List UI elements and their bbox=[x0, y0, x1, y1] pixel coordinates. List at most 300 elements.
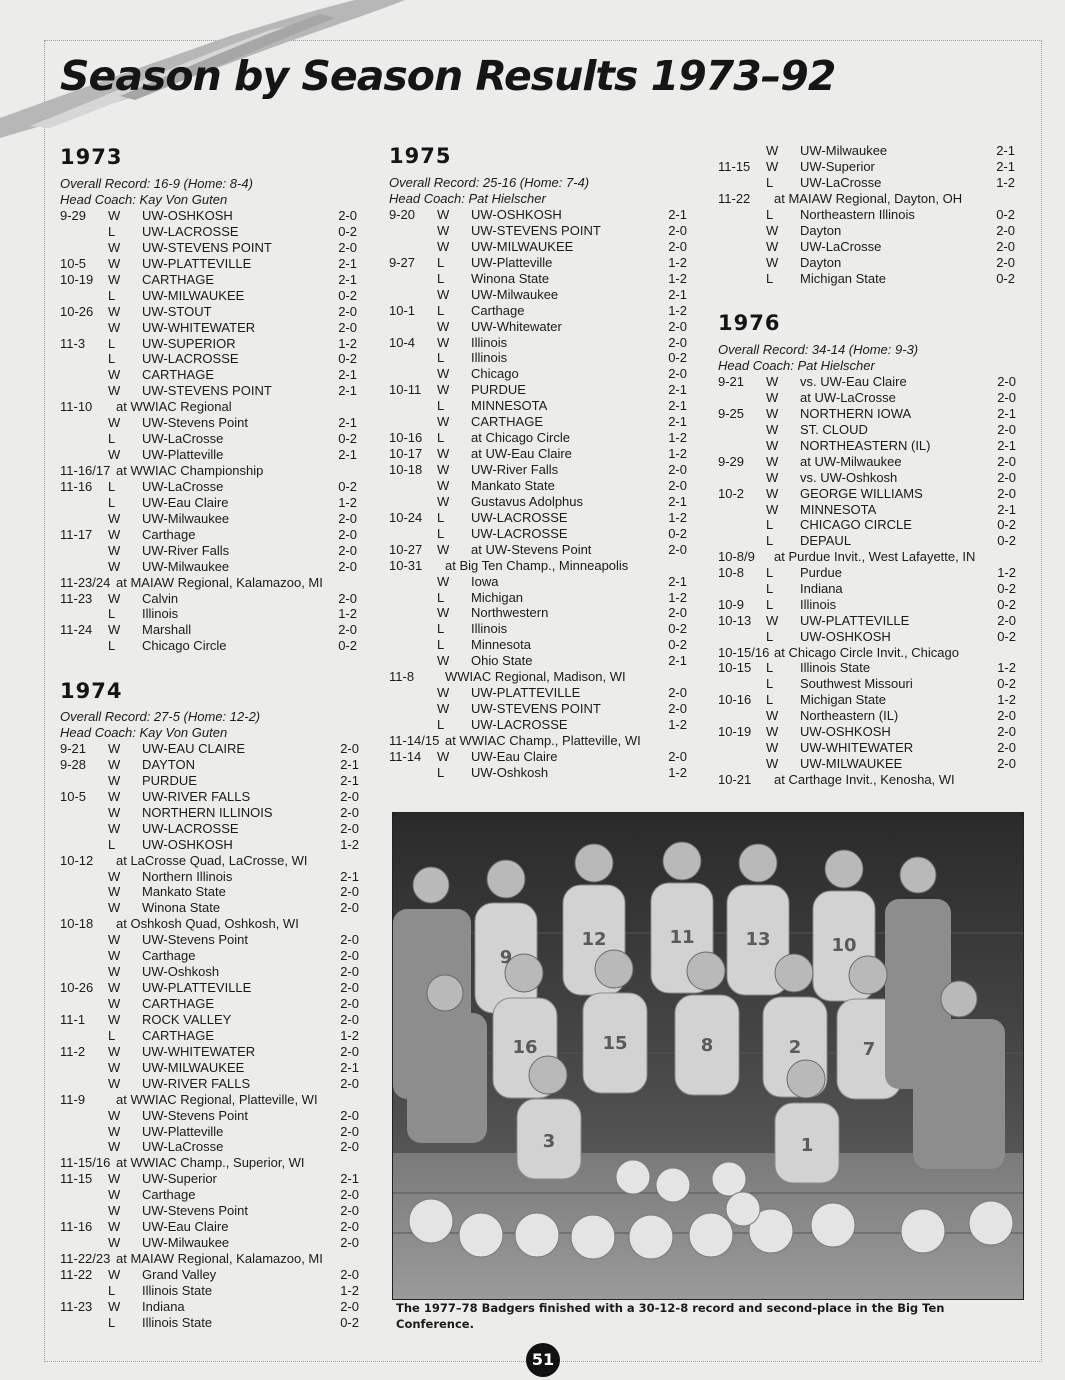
match-score: 2-1 bbox=[996, 158, 1015, 174]
match-score: 2-1 bbox=[997, 437, 1016, 453]
match-score: 2-1 bbox=[668, 493, 687, 509]
opponent: at UW-Milwaukee bbox=[800, 453, 902, 469]
match-result: L bbox=[108, 1314, 116, 1330]
match-row bbox=[389, 239, 687, 255]
match-row bbox=[60, 240, 357, 256]
match-date: 9-29 bbox=[718, 453, 745, 469]
match-score: 2-0 bbox=[340, 741, 359, 756]
match-date: 11-22 bbox=[718, 190, 751, 206]
match-result: W bbox=[437, 573, 450, 589]
match-score: 2-0 bbox=[996, 254, 1015, 270]
match-result: W bbox=[766, 238, 779, 254]
match-row bbox=[389, 207, 687, 223]
opponent: Marshall bbox=[142, 622, 192, 638]
opponent: UW-Platteville bbox=[142, 447, 224, 463]
match-row bbox=[60, 511, 357, 527]
opponent: UW-Oshkosh bbox=[471, 764, 549, 780]
event-note: at WWIAC Championship bbox=[116, 463, 264, 478]
match-date: 10-24 bbox=[389, 509, 423, 525]
match-result: W bbox=[108, 1043, 121, 1059]
match-row bbox=[389, 350, 687, 366]
match-score: 2-1 bbox=[668, 653, 687, 669]
match-result: L bbox=[108, 478, 116, 494]
results-list bbox=[389, 207, 687, 781]
event-note: at WWIAC Regional, Platteville, WI bbox=[116, 1091, 318, 1107]
match-result: W bbox=[437, 222, 450, 238]
opponent: Illinois bbox=[471, 334, 508, 350]
match-score: 2-0 bbox=[997, 707, 1016, 723]
event-note: at Big Ten Champ., Minneapolis bbox=[445, 557, 629, 573]
match-score: 2-0 bbox=[340, 1266, 359, 1282]
match-score: 2-0 bbox=[997, 453, 1016, 469]
match-row bbox=[60, 757, 359, 773]
match-row bbox=[389, 605, 687, 621]
event-note-row bbox=[718, 645, 1016, 660]
event-note-row bbox=[389, 733, 687, 749]
match-score: 2-0 bbox=[340, 900, 359, 916]
opponent: UW-EAU CLAIRE bbox=[142, 741, 246, 756]
match-result: W bbox=[108, 900, 121, 916]
match-result: W bbox=[108, 239, 121, 255]
match-score: 1-2 bbox=[668, 430, 687, 446]
match-row bbox=[718, 676, 1016, 692]
match-row bbox=[389, 526, 687, 542]
match-row bbox=[60, 622, 357, 638]
match-date: 11-1 bbox=[60, 1011, 86, 1027]
match-score: 0-2 bbox=[338, 223, 357, 239]
opponent: UW-Stevens Point bbox=[142, 1203, 248, 1219]
opponent: UW-River Falls bbox=[142, 542, 230, 558]
jersey-number: 3 bbox=[542, 1131, 556, 1152]
match-result: W bbox=[108, 367, 121, 383]
match-score: 0-2 bbox=[338, 287, 357, 303]
opponent: UW-RIVER FALLS bbox=[142, 1075, 251, 1091]
match-result: W bbox=[108, 741, 121, 756]
match-row bbox=[60, 837, 359, 853]
match-row bbox=[60, 884, 359, 900]
match-score: 0-2 bbox=[668, 525, 687, 541]
match-row bbox=[718, 223, 1015, 239]
match-result: W bbox=[108, 1171, 121, 1187]
match-result: W bbox=[437, 462, 450, 477]
match-result: W bbox=[766, 485, 779, 501]
match-score: 2-0 bbox=[340, 1075, 359, 1091]
opponent: UW-MILWAUKEE bbox=[800, 755, 903, 771]
overall-record: Overall Record: 27-5 (Home: 12-2) bbox=[60, 709, 261, 724]
match-row bbox=[389, 414, 687, 430]
match-row bbox=[718, 597, 1016, 613]
match-row bbox=[718, 740, 1016, 756]
season-1976 bbox=[718, 308, 1016, 787]
opponent: UW-Stevens Point bbox=[142, 415, 248, 431]
match-result: W bbox=[108, 868, 121, 884]
match-result: W bbox=[437, 605, 450, 621]
match-row bbox=[718, 143, 1015, 159]
match-row bbox=[718, 502, 1016, 518]
match-date: 10-18 bbox=[389, 462, 423, 477]
match-result: W bbox=[766, 755, 779, 771]
match-result: W bbox=[437, 238, 450, 254]
match-result: W bbox=[766, 501, 779, 517]
opponent: UW-Milwaukee bbox=[142, 510, 230, 526]
opponent: Illinois State bbox=[142, 1314, 213, 1330]
match-result: L bbox=[766, 691, 774, 707]
match-row bbox=[60, 932, 359, 948]
opponent: UW-Platteville bbox=[142, 1123, 224, 1139]
event-note-row bbox=[718, 549, 1016, 565]
match-date: 11-24 bbox=[60, 622, 93, 638]
opponent: Minnesota bbox=[471, 637, 531, 653]
match-score: 2-0 bbox=[997, 755, 1016, 771]
match-row bbox=[60, 1203, 359, 1219]
page-number: 51 bbox=[526, 1343, 560, 1377]
match-result: W bbox=[437, 701, 450, 717]
match-date: 10-27 bbox=[389, 541, 423, 557]
event-note-row bbox=[389, 558, 687, 574]
opponent: Illinois bbox=[471, 350, 508, 366]
match-row bbox=[718, 613, 1016, 629]
jersey-number: 11 bbox=[669, 927, 695, 948]
overall-record: Overall Record: 34-14 (Home: 9-3) bbox=[718, 342, 919, 357]
match-date: 10-9 bbox=[718, 597, 745, 613]
match-score: 1-2 bbox=[668, 717, 687, 732]
opponent: UW-Stevens Point bbox=[142, 932, 248, 948]
jersey-number: 16 bbox=[512, 1037, 538, 1058]
match-result: W bbox=[108, 980, 121, 996]
opponent: UW-Eau Claire bbox=[142, 1219, 229, 1235]
opponent: UW-STOUT bbox=[142, 303, 212, 319]
match-score: 0-2 bbox=[997, 597, 1016, 613]
match-score: 2-0 bbox=[340, 804, 359, 820]
match-score: 2-0 bbox=[668, 748, 687, 764]
event-note: at Chicago Circle Invit., Chicago bbox=[774, 644, 959, 660]
match-result: W bbox=[766, 739, 779, 755]
match-row bbox=[718, 629, 1016, 645]
match-date: 11-10 bbox=[60, 399, 93, 415]
opponent: UW-STEVENS POINT bbox=[471, 701, 601, 717]
match-score: 2-1 bbox=[338, 271, 357, 287]
match-row bbox=[718, 239, 1015, 255]
match-score: 2-0 bbox=[668, 605, 687, 621]
match-result: W bbox=[108, 820, 121, 836]
match-score: 2-0 bbox=[338, 590, 357, 606]
opponent: Calvin bbox=[142, 590, 179, 606]
overall-record: Overall Record: 25-16 (Home: 7-4) bbox=[389, 175, 590, 190]
match-row bbox=[718, 406, 1016, 422]
match-result: L bbox=[766, 270, 774, 286]
match-result: W bbox=[108, 1059, 121, 1075]
match-row bbox=[60, 606, 357, 622]
match-row bbox=[389, 335, 687, 351]
event-note-row bbox=[60, 1155, 359, 1171]
match-result: W bbox=[437, 748, 450, 764]
opponent: Carthage bbox=[142, 948, 196, 964]
match-score: 1-2 bbox=[340, 836, 359, 852]
opponent: UW-Oshkosh bbox=[142, 964, 220, 980]
match-result: W bbox=[108, 255, 121, 271]
match-score: 0-2 bbox=[338, 638, 357, 654]
match-date: 10-19 bbox=[60, 271, 94, 287]
opponent: ROCK VALLEY bbox=[142, 1011, 232, 1027]
opponent: Illinois bbox=[471, 621, 508, 637]
match-score: 2-1 bbox=[668, 286, 687, 302]
season-1975 bbox=[389, 141, 687, 781]
match-result: L bbox=[766, 581, 774, 597]
match-row bbox=[389, 510, 687, 526]
jersey-number: 8 bbox=[700, 1035, 714, 1056]
opponent: Iowa bbox=[471, 573, 499, 589]
jersey-number: 7 bbox=[862, 1039, 876, 1060]
opponent: UW-Superior bbox=[800, 158, 875, 174]
match-row bbox=[60, 336, 357, 352]
head-coach: Head Coach: Kay Von Guten bbox=[60, 192, 228, 207]
match-date: 11-16 bbox=[60, 478, 93, 494]
match-result: L bbox=[437, 717, 445, 732]
match-score: 1-2 bbox=[668, 254, 687, 270]
match-score: 2-1 bbox=[340, 1059, 359, 1075]
event-note-row bbox=[389, 669, 687, 685]
match-date: 11-9 bbox=[60, 1091, 86, 1107]
match-score: 2-0 bbox=[996, 238, 1015, 254]
match-date: 9-21 bbox=[60, 741, 87, 756]
match-score: 0-2 bbox=[340, 1314, 359, 1330]
event-note-row bbox=[60, 916, 359, 932]
results-list bbox=[60, 741, 359, 1331]
match-score: 2-1 bbox=[997, 405, 1016, 421]
match-row bbox=[718, 454, 1016, 470]
match-score: 0-2 bbox=[338, 351, 357, 367]
match-score: 2-0 bbox=[338, 526, 357, 542]
match-score: 2-0 bbox=[340, 980, 359, 996]
head-coach: Head Coach: Kay Von Guten bbox=[60, 725, 228, 740]
opponent: Mankato State bbox=[142, 884, 226, 900]
match-row bbox=[389, 685, 687, 701]
opponent: UW-WHITEWATER bbox=[142, 319, 256, 335]
match-result: L bbox=[437, 525, 445, 541]
match-result: W bbox=[108, 1266, 121, 1282]
event-note: at LaCrosse Quad, LaCrosse, WI bbox=[116, 852, 308, 868]
match-score: 0-2 bbox=[668, 621, 687, 637]
opponent: Dayton bbox=[800, 222, 842, 238]
opponent: UW-LaCrosse bbox=[142, 478, 224, 494]
opponent: NORTHERN IOWA bbox=[800, 405, 912, 421]
match-row bbox=[718, 533, 1016, 549]
match-date: 10-19 bbox=[718, 723, 752, 739]
match-row bbox=[718, 565, 1016, 581]
match-date: 9-21 bbox=[718, 374, 745, 389]
match-score: 2-1 bbox=[340, 1171, 359, 1187]
match-result: L bbox=[437, 589, 445, 605]
match-date: 10-8 bbox=[718, 565, 745, 581]
opponent: UW-Milwaukee bbox=[142, 558, 230, 574]
match-result: W bbox=[108, 590, 121, 606]
jersey-number: 12 bbox=[581, 929, 607, 950]
match-score: 1-2 bbox=[340, 1282, 359, 1298]
opponent: vs. UW-Oshkosh bbox=[800, 469, 898, 485]
match-result: W bbox=[766, 469, 779, 485]
match-score: 2-1 bbox=[338, 255, 357, 271]
match-score: 0-2 bbox=[668, 637, 687, 653]
match-row bbox=[60, 431, 357, 447]
opponent: Northwestern bbox=[471, 605, 549, 621]
match-score: 2-1 bbox=[340, 756, 359, 772]
match-score: 2-0 bbox=[340, 884, 359, 900]
match-row bbox=[389, 303, 687, 319]
match-date: 11-15 bbox=[718, 158, 751, 174]
match-date: 11-23/24 bbox=[60, 574, 111, 590]
match-row bbox=[718, 724, 1016, 740]
match-date: 10-26 bbox=[60, 980, 94, 996]
match-row bbox=[389, 749, 687, 765]
match-row bbox=[389, 653, 687, 669]
opponent: UW-PLATTEVILLE bbox=[142, 255, 252, 271]
match-row bbox=[60, 272, 357, 288]
match-row bbox=[60, 773, 359, 789]
opponent: UW-PLATTEVILLE bbox=[800, 613, 910, 629]
match-result: W bbox=[766, 374, 779, 389]
match-score: 2-0 bbox=[340, 1235, 359, 1251]
match-score: 2-0 bbox=[997, 485, 1016, 501]
event-note: WWIAC Regional, Madison, WI bbox=[445, 669, 626, 685]
match-row bbox=[60, 367, 357, 383]
match-row bbox=[60, 1060, 359, 1076]
year-heading: 1975 bbox=[389, 144, 452, 168]
match-score: 2-0 bbox=[340, 964, 359, 980]
match-row bbox=[718, 756, 1016, 772]
match-score: 2-0 bbox=[340, 996, 359, 1011]
match-result: W bbox=[108, 884, 121, 900]
match-row bbox=[60, 559, 357, 575]
opponent: vs. UW-Eau Claire bbox=[800, 374, 907, 389]
opponent: UW-Platteville bbox=[471, 254, 553, 270]
event-note: at Oshkosh Quad, Oshkosh, WI bbox=[116, 916, 299, 932]
match-score: 2-1 bbox=[338, 415, 357, 431]
match-date: 10-31 bbox=[389, 557, 423, 573]
match-row bbox=[60, 869, 359, 885]
match-result: W bbox=[108, 1203, 121, 1219]
match-row bbox=[60, 1139, 359, 1155]
opponent: NORTHERN ILLINOIS bbox=[142, 804, 273, 820]
match-score: 0-2 bbox=[997, 517, 1016, 533]
match-result: W bbox=[108, 996, 121, 1011]
match-score: 2-0 bbox=[668, 318, 687, 334]
match-row bbox=[60, 996, 359, 1012]
event-note-row bbox=[60, 1092, 359, 1108]
match-score: 1-2 bbox=[668, 446, 687, 462]
opponent: UW-OSHKOSH bbox=[142, 208, 233, 223]
match-result: W bbox=[108, 948, 121, 964]
match-row bbox=[60, 1267, 359, 1283]
match-score: 2-0 bbox=[997, 389, 1016, 405]
match-row bbox=[389, 494, 687, 510]
match-score: 2-0 bbox=[338, 622, 357, 638]
event-note: at Purdue Invit., West Lafayette, IN bbox=[774, 549, 976, 565]
event-note: at WWIAC Regional bbox=[116, 399, 232, 415]
match-result: W bbox=[437, 318, 450, 334]
opponent: UW-LaCrosse bbox=[142, 431, 224, 447]
match-row bbox=[60, 527, 357, 543]
match-result: W bbox=[766, 143, 779, 158]
match-date: 11-17 bbox=[60, 526, 93, 542]
match-row bbox=[718, 255, 1015, 271]
opponent: CARTHAGE bbox=[471, 414, 543, 430]
match-date: 11-15 bbox=[60, 1171, 93, 1187]
match-result: L bbox=[108, 494, 116, 510]
opponent: Carthage bbox=[471, 302, 525, 318]
match-score: 2-0 bbox=[340, 1187, 359, 1203]
match-date: 10-1 bbox=[389, 302, 416, 318]
match-score: 2-0 bbox=[340, 1219, 359, 1235]
opponent: UW-LaCrosse bbox=[800, 174, 882, 190]
match-score: 2-1 bbox=[668, 573, 687, 589]
match-score: 2-1 bbox=[668, 414, 687, 430]
opponent: MINNESOTA bbox=[800, 501, 877, 517]
match-row bbox=[389, 478, 687, 494]
team-photo bbox=[392, 812, 1024, 1300]
match-score: 2-1 bbox=[668, 398, 687, 414]
opponent: Winona State bbox=[142, 900, 221, 916]
opponent: UW-LACROSSE bbox=[142, 820, 239, 836]
match-row bbox=[60, 964, 359, 980]
match-score: 2-0 bbox=[668, 541, 687, 557]
match-row bbox=[718, 470, 1016, 486]
match-row bbox=[60, 900, 359, 916]
opponent: UW-Stevens Point bbox=[142, 1107, 248, 1123]
match-result: L bbox=[766, 659, 774, 675]
match-date: 10-5 bbox=[60, 255, 87, 271]
opponent: UW-PLATTEVILLE bbox=[142, 980, 252, 996]
match-row bbox=[718, 581, 1016, 597]
match-result: L bbox=[108, 638, 116, 654]
opponent: CARTHAGE bbox=[142, 996, 214, 1011]
match-row bbox=[389, 287, 687, 303]
jersey-number: 2 bbox=[788, 1037, 802, 1058]
match-result: W bbox=[108, 622, 121, 638]
opponent: CHICAGO CIRCLE bbox=[800, 517, 912, 533]
match-row bbox=[60, 821, 359, 837]
opponent: NORTHEASTERN (IL) bbox=[800, 437, 931, 453]
match-result: W bbox=[108, 447, 121, 463]
event-note: at MAIAW Regional, Dayton, OH bbox=[774, 190, 963, 206]
match-score: 2-1 bbox=[997, 501, 1016, 517]
match-date: 9-29 bbox=[60, 208, 87, 223]
match-result: W bbox=[437, 286, 450, 302]
opponent: UW-Milwaukee bbox=[471, 286, 559, 302]
match-date: 11-8 bbox=[389, 669, 415, 685]
match-row bbox=[60, 1235, 359, 1251]
match-result: W bbox=[766, 723, 779, 739]
match-score: 2-0 bbox=[340, 1139, 359, 1155]
opponent: at UW-Eau Claire bbox=[471, 446, 572, 462]
event-note-row bbox=[718, 191, 1015, 207]
season-1974 bbox=[60, 676, 359, 1331]
match-result: L bbox=[766, 533, 774, 549]
match-result: W bbox=[766, 158, 779, 174]
match-score: 0-2 bbox=[338, 431, 357, 447]
opponent: UW-RIVER FALLS bbox=[142, 788, 251, 804]
match-result: W bbox=[437, 207, 450, 222]
match-result: L bbox=[437, 430, 445, 446]
match-row bbox=[60, 1012, 359, 1028]
match-result: W bbox=[108, 804, 121, 820]
jersey-number: 10 bbox=[831, 935, 857, 956]
match-row bbox=[389, 382, 687, 398]
match-row bbox=[389, 398, 687, 414]
match-row bbox=[718, 660, 1016, 676]
match-result: W bbox=[437, 493, 450, 509]
match-result: L bbox=[437, 764, 445, 780]
match-date: 11-22 bbox=[60, 1266, 93, 1282]
